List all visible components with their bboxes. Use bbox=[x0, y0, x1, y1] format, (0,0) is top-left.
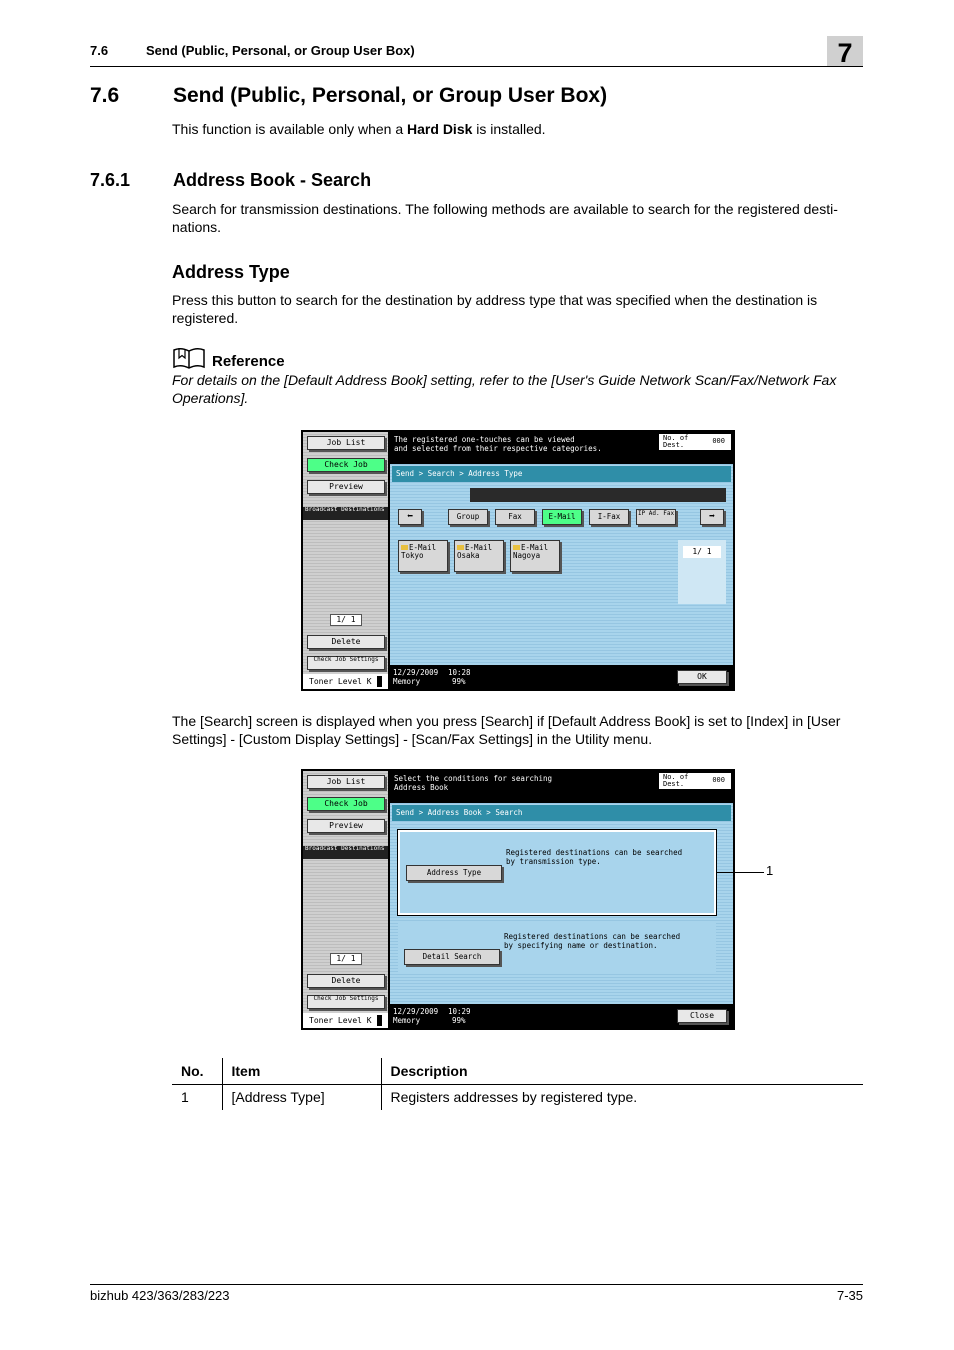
detail-search-description-line-2: by specifying name or destination. bbox=[504, 941, 658, 950]
screen-message-line-1: The registered one-touches can be viewed bbox=[394, 435, 575, 444]
destination-name: Tokyo bbox=[401, 551, 424, 560]
destination-type: E-Mail bbox=[409, 543, 437, 552]
chapter-number-badge: 7 bbox=[827, 36, 863, 66]
footer-page-number: 7-35 bbox=[836, 1288, 863, 1303]
toner-level bbox=[303, 1013, 388, 1028]
arrow-right-icon[interactable]: ➡ bbox=[700, 509, 724, 525]
destination-count bbox=[659, 773, 731, 789]
intro-text-after: is installed. bbox=[472, 121, 546, 137]
broadcast-page-indicator: 1/ 1 bbox=[330, 953, 362, 965]
destination-name: Nagoya bbox=[513, 551, 541, 560]
status-date: 12/29/2009 bbox=[393, 668, 439, 677]
tab-ifax[interactable]: I-Fax bbox=[589, 509, 629, 525]
screen-main-area bbox=[390, 771, 733, 1028]
screen-main-area bbox=[390, 432, 733, 689]
envelope-icon bbox=[401, 545, 408, 550]
intro-bold-hard-disk: Hard Disk bbox=[407, 121, 473, 137]
broadcast-destinations-label: Broadcast Destinations bbox=[303, 507, 388, 520]
toner-level-label: Toner Level K bbox=[309, 1016, 372, 1025]
address-type-description bbox=[506, 848, 682, 866]
address-type-paragraph: Press this button to search for the destination by address type that was specified when the destination is registered. bbox=[172, 292, 818, 326]
tab-ip-address-fax[interactable]: IP Ad. Fax bbox=[636, 509, 676, 525]
status-time: 10:29 bbox=[448, 1007, 471, 1016]
destination-page-box bbox=[678, 540, 726, 604]
destination-type: E-Mail bbox=[465, 543, 493, 552]
subsection-heading-title: Address Book - Search bbox=[173, 170, 372, 190]
destination-count-value: 000 bbox=[712, 437, 725, 445]
status-memory-value: 99% bbox=[452, 1016, 466, 1025]
reference-title: Reference bbox=[212, 353, 285, 370]
toner-level-label: Toner Level K bbox=[309, 677, 372, 686]
check-job-button[interactable]: Check Job bbox=[307, 797, 385, 811]
job-list-button[interactable]: Job List bbox=[307, 775, 385, 789]
destination-count-value: 000 bbox=[712, 776, 725, 784]
search-screen-paragraph: The [Search] screen is displayed when you press [Search] if [Default Address Book] is set to [Index] in [User Settings] - [Custom Display Settings] - [Scan/Fax Settings] in the Utility menu. bbox=[172, 713, 841, 747]
destination-name: Osaka bbox=[457, 551, 480, 560]
status-memory-label: Memory bbox=[393, 677, 421, 686]
broadcast-destinations-label: Broadcast Destinations bbox=[303, 846, 388, 859]
detail-search-description bbox=[504, 932, 680, 950]
detail-search-description-line-1: Registered destinations can be searched bbox=[504, 932, 681, 941]
destination-osaka[interactable] bbox=[454, 540, 504, 572]
screen-message-line-2: Address Book bbox=[394, 783, 449, 792]
broadcast-page-indicator: 1/ 1 bbox=[330, 614, 362, 626]
screen-message-line-2: and selected from their respective categories. bbox=[394, 444, 602, 453]
envelope-icon bbox=[513, 545, 520, 550]
status-bar bbox=[390, 665, 733, 689]
address-type-description-line-2: by transmission type. bbox=[506, 857, 601, 866]
intro-paragraph bbox=[172, 120, 864, 138]
destination-type: E-Mail bbox=[521, 543, 549, 552]
destination-count bbox=[659, 434, 731, 450]
search-paragraph: Search for transmission destinations. The following methods are available to search for the registered desti-nations. bbox=[172, 201, 838, 235]
address-type-screen bbox=[301, 430, 735, 691]
table-cell-description: Registers addresses by registered type. bbox=[381, 1084, 863, 1110]
tab-group[interactable]: Group bbox=[448, 509, 488, 525]
search-result-field bbox=[470, 488, 726, 502]
status-time: 10:28 bbox=[448, 668, 471, 677]
ok-button[interactable]: OK bbox=[677, 670, 727, 684]
table-cell-item: [Address Type] bbox=[222, 1084, 381, 1110]
screen-message bbox=[390, 771, 733, 803]
book-icon bbox=[172, 346, 206, 370]
screen-sidebar bbox=[303, 432, 388, 689]
tab-email[interactable]: E-Mail bbox=[542, 509, 582, 525]
table-cell-no: 1 bbox=[181, 1089, 189, 1106]
table-header-row bbox=[172, 1058, 863, 1084]
address-book-search-screen bbox=[301, 769, 735, 1030]
detail-search-button[interactable]: Detail Search bbox=[404, 949, 500, 965]
address-type-heading: Address Type bbox=[172, 262, 290, 282]
destination-count-label: No. of Dest. bbox=[663, 773, 689, 788]
page-footer bbox=[90, 1284, 863, 1303]
footer-product-name: bizhub 423/363/283/223 bbox=[90, 1288, 230, 1303]
status-memory-label: Memory bbox=[393, 1016, 421, 1025]
delete-button[interactable]: Delete bbox=[307, 974, 385, 988]
reference-text: For details on the [Default Address Book] setting, refer to the [User's Guide Network Scan/Fax/Network Fax Operations]. bbox=[172, 372, 837, 406]
close-button[interactable]: Close bbox=[677, 1009, 727, 1023]
envelope-icon bbox=[457, 545, 464, 550]
destination-page-indicator: 1/ 1 bbox=[683, 546, 721, 558]
status-bar bbox=[390, 1004, 733, 1028]
address-type-panel bbox=[398, 830, 716, 915]
job-list-button[interactable]: Job List bbox=[307, 436, 385, 450]
callout-number: 1 bbox=[766, 863, 774, 878]
intro-text-before: This function is available only when a bbox=[172, 121, 408, 137]
screen-breadcrumb: Send > Address Book > Search bbox=[392, 805, 731, 821]
column-header-no: No. bbox=[172, 1058, 222, 1084]
column-header-item: Item bbox=[222, 1058, 381, 1084]
toner-level bbox=[303, 674, 388, 689]
tab-fax[interactable]: Fax bbox=[495, 509, 535, 525]
section-heading-number: 7.6 bbox=[90, 84, 120, 107]
screen-message bbox=[390, 432, 733, 464]
screen-message-line-1: Select the conditions for searching bbox=[394, 774, 553, 783]
toner-level-bar bbox=[377, 676, 382, 687]
destination-tokyo[interactable] bbox=[398, 540, 448, 572]
section-heading-title: Send (Public, Personal, or Group User Box) bbox=[173, 84, 608, 107]
detail-search-panel bbox=[398, 921, 716, 973]
callout-line bbox=[716, 872, 764, 873]
table-row bbox=[172, 1084, 863, 1110]
address-type-button[interactable]: Address Type bbox=[406, 865, 502, 881]
running-header bbox=[90, 38, 863, 68]
status-memory-value: 99% bbox=[452, 677, 466, 686]
arrow-left-icon[interactable]: ⬅ bbox=[398, 509, 422, 525]
preview-button[interactable]: Preview bbox=[307, 480, 385, 494]
running-header-section-number: 7.6 bbox=[90, 43, 109, 58]
running-header-section-title: Send (Public, Personal, or Group User Box) bbox=[146, 43, 415, 58]
screen-breadcrumb: Send > Search > Address Type bbox=[392, 466, 731, 482]
status-date: 12/29/2009 bbox=[393, 1007, 439, 1016]
item-description-table bbox=[172, 1058, 863, 1110]
destination-count-label: No. of Dest. bbox=[663, 434, 689, 449]
check-job-button[interactable]: Check Job bbox=[307, 458, 385, 472]
check-job-settings-button[interactable]: Check Job Settings bbox=[307, 656, 385, 670]
preview-button[interactable]: Preview bbox=[307, 819, 385, 833]
column-header-description: Description bbox=[381, 1058, 863, 1084]
destination-nagoya[interactable] bbox=[510, 540, 560, 572]
delete-button[interactable]: Delete bbox=[307, 635, 385, 649]
screen-sidebar bbox=[303, 771, 388, 1028]
check-job-settings-button[interactable]: Check Job Settings bbox=[307, 995, 385, 1009]
address-type-description-line-1: Registered destinations can be searched bbox=[506, 848, 683, 857]
toner-level-bar bbox=[377, 1015, 382, 1026]
subsection-heading-number: 7.6.1 bbox=[90, 170, 131, 190]
